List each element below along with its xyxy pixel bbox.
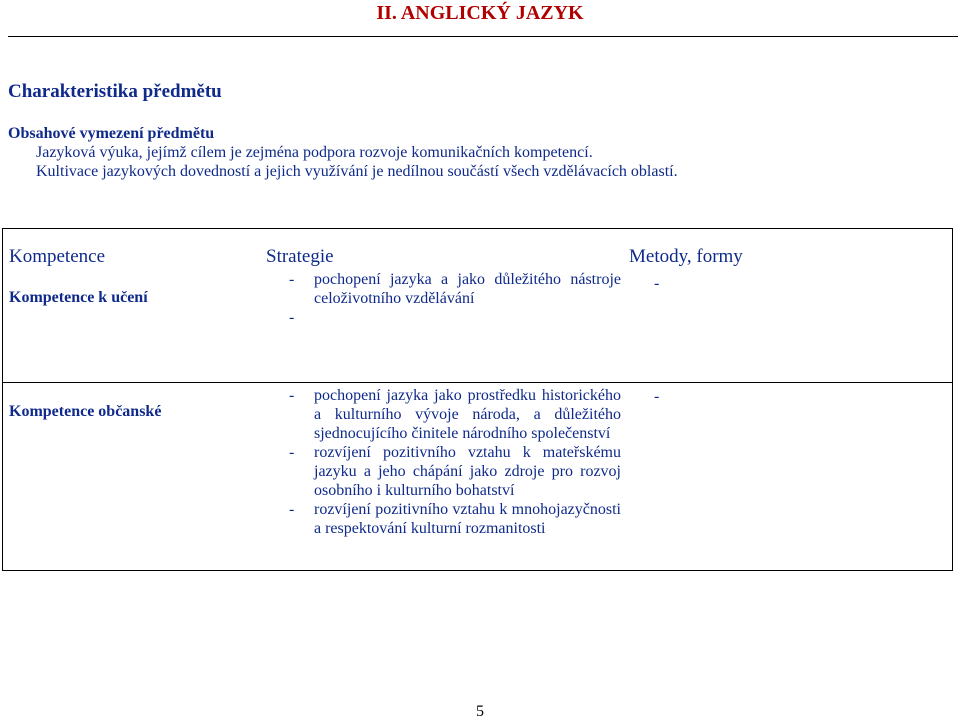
strategies-list (289, 270, 621, 327)
strategies-list (289, 386, 621, 538)
row-divider (3, 382, 952, 383)
strategy-text: rozvíjení pozitivního vztahu k mateřskému jazyku a jeho chápání jako zdroje pro rozvoj osobního i kulturního bohatství (314, 444, 621, 499)
section-title: Charakteristika předmětu (8, 81, 222, 102)
competence-table (2, 228, 953, 571)
chapter-title: II. ANGLICKÝ JAZYK (376, 2, 584, 24)
strategy-item (289, 500, 621, 538)
paragraph-1: Jazyková výuka, jejímž cílem je zejména podpora rozvoje komunikačních kompetencí. (36, 144, 593, 161)
methods-cell: - (654, 388, 660, 405)
strategy-item (289, 308, 621, 327)
strategy-item (289, 270, 621, 308)
header-rule (8, 36, 958, 37)
header-metody-formy: Metody, formy (629, 246, 743, 267)
methods-cell: - (654, 275, 660, 292)
bullet-dash: - (289, 309, 295, 326)
row-label-kompetence-obcanske: Kompetence občanské (9, 403, 162, 420)
subheading: Obsahové vymezení předmětu (8, 125, 215, 142)
strategy-text: pochopení jazyka jako prostředku historického a kulturního vývoje národa, a důležitého sjednocujícího činitele národního společenství (314, 387, 621, 442)
strategy-text: pochopení jazyka a jako důležitého nástroje celoživotního vzdělávání (314, 271, 621, 307)
strategy-item (289, 443, 621, 500)
page-number: 5 (476, 703, 484, 720)
bullet-dash: - (289, 501, 295, 518)
bullet-dash: - (289, 271, 295, 288)
bullet-dash: - (289, 387, 295, 404)
bullet-dash: - (289, 444, 295, 461)
strategy-text: rozvíjení pozitivního vztahu k mnohojazyčnosti a respektování kulturní rozmanitosti (314, 501, 621, 537)
header-kompetence: Kompetence (9, 246, 106, 267)
strategy-item (289, 386, 621, 443)
paragraph-2: Kultivace jazykových dovedností a jejich využívání je nedílnou součástí všech vzdělávacích oblastí. (36, 163, 678, 180)
row-label-kompetence-k-uceni: Kompetence k učení (9, 289, 148, 306)
header-strategie: Strategie (266, 246, 334, 267)
